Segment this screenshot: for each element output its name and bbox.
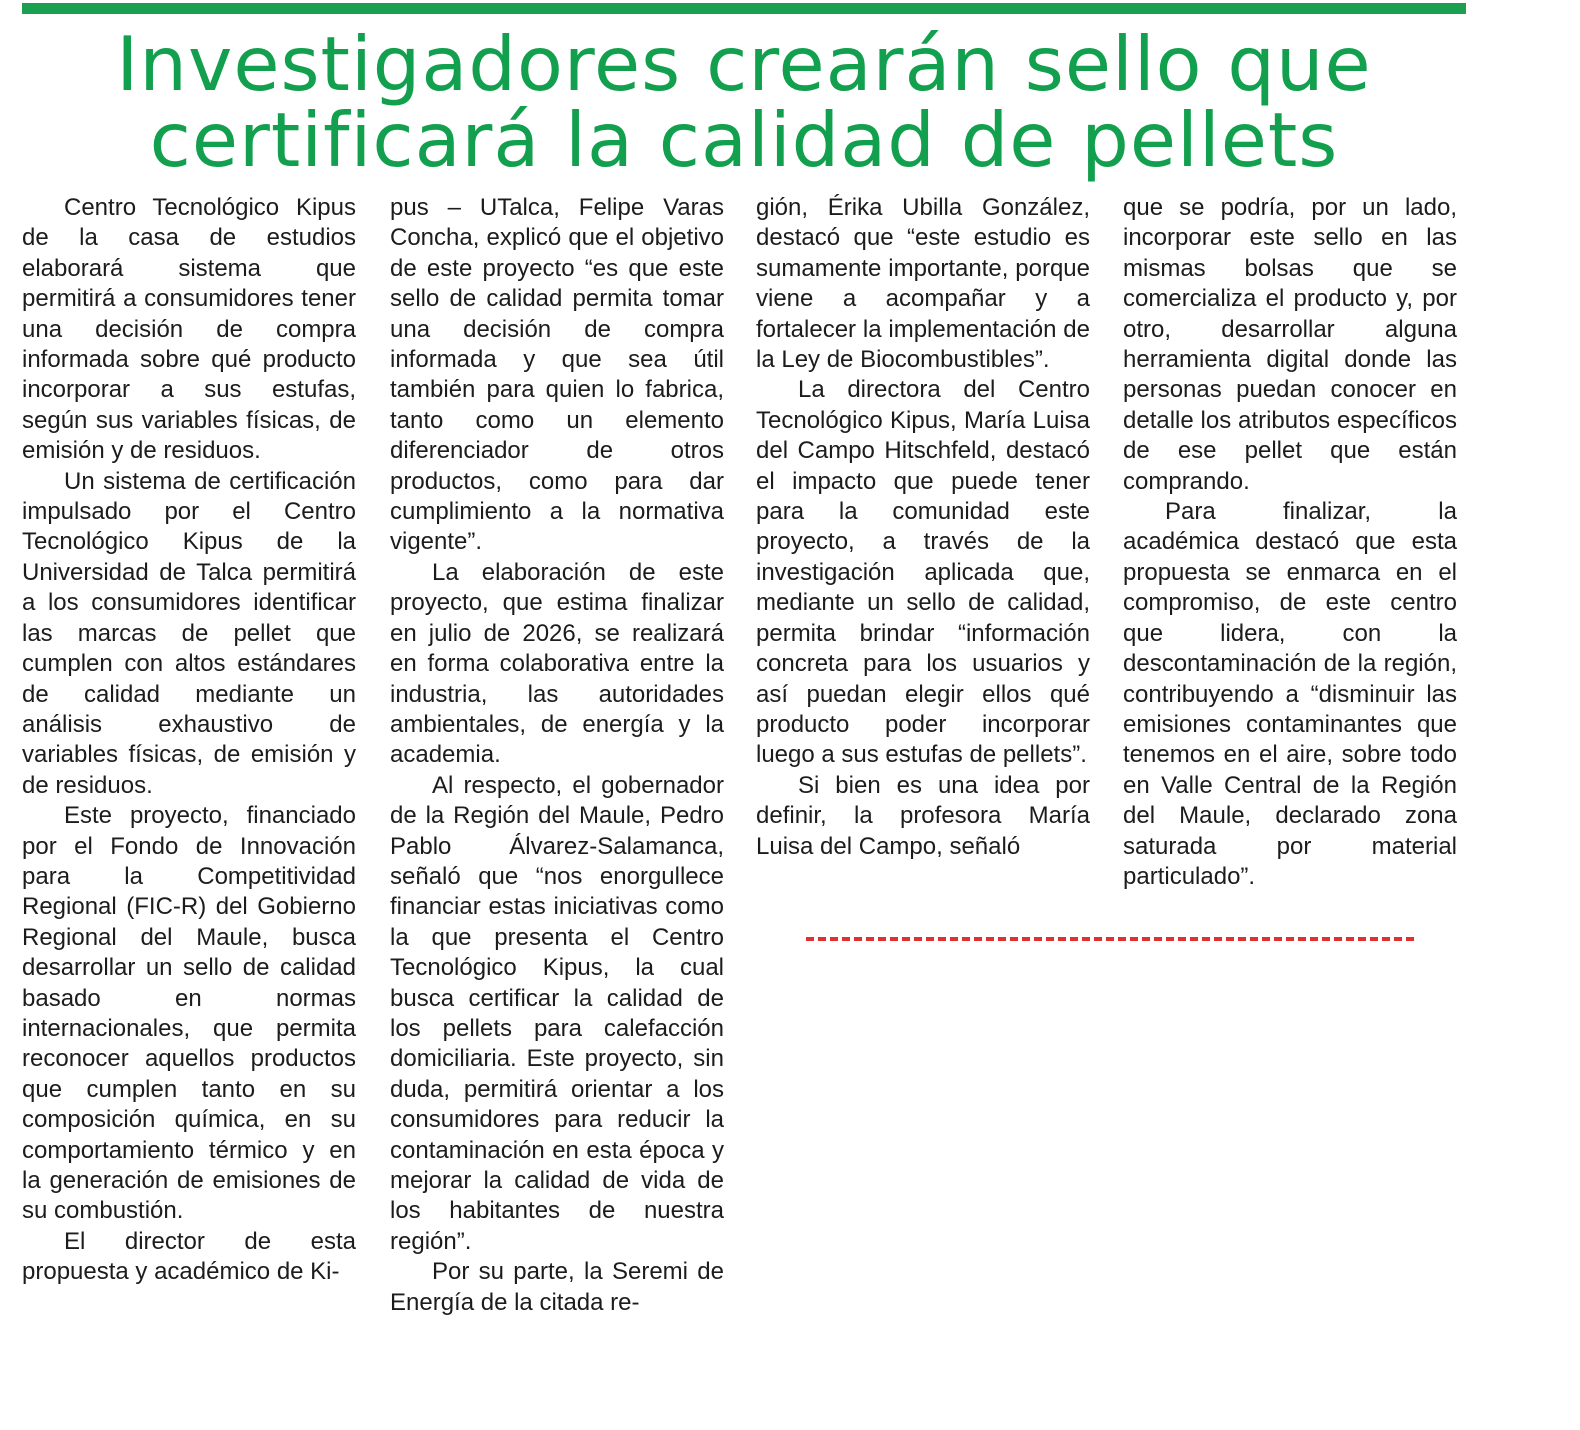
top-green-rule bbox=[22, 3, 1466, 14]
paragraph: pus – UTalca, Felipe Varas Concha, explicó que el objetivo de este proyecto “es que este sello de calidad permita tomar una decisión de compra informada y que sea útil también para quien lo fabrica, tanto como un elemento diferenciador de otros productos, como para dar cumplimiento a la normativa vigente”. bbox=[390, 194, 724, 556]
headline-line-1: Investigadores crearán sello que bbox=[116, 20, 1372, 108]
article-column-1 bbox=[22, 193, 356, 1288]
end-divider bbox=[806, 937, 1414, 941]
paragraph: que se podría, por un lado, incorporar este sello en las mismas bolsas que se comercializa el producto y, por otro, desarrollar alguna herramienta digital donde las personas puedan conocer en detalle los atributos específicos de ese pellet que están comprando. bbox=[1123, 194, 1457, 495]
headline-line-2: certificará la calidad de pellets bbox=[149, 96, 1339, 184]
paragraph: Centro Tecnológico Kipus de la casa de estudios elaborará sistema que permitirá a consumidores tener una decisión de compra informada sobre qué producto incorporar a sus estufas, según sus variables físicas, de emisión y de residuos. bbox=[22, 194, 356, 465]
paragraph: Un sistema de certificación impulsado por el Centro Tecnológico Kipus de la Universidad de Talca permitirá a los consumidores identificar las marcas de pellet que cumplen con altos estándares de calidad mediante un análisis exhaustivo de variables físicas, de emisión y de residuos. bbox=[22, 467, 356, 799]
article-column-3 bbox=[756, 193, 1090, 862]
paragraph: Por su parte, la Seremi de Energía de la citada re- bbox=[390, 1258, 724, 1316]
paragraph: Al respecto, el gobernador de la Región del Maule, Pedro Pablo Álvarez-Salamanca, señaló que “nos enorgullece financiar estas iniciativas como la que presenta el Centro Tecnológico Kipus, la cual busca certificar la calidad de los pellets para calefacción domiciliaria. Este proyecto, sin duda, permitirá orientar a los consumidores para reducir la contaminación en esta época y mejorar la calidad de vida de los habitantes de nuestra región”. bbox=[390, 771, 724, 1255]
paragraph: gión, Érika Ubilla González, destacó que “este estudio es sumamente importante, porque viene a acompañar y a fortalecer la implementación de la Ley de Biocombustibles”. bbox=[756, 194, 1090, 374]
article-column-4 bbox=[1123, 193, 1457, 892]
paragraph: La directora del Centro Tecnológico Kipus, María Luisa del Campo Hitschfeld, destacó el impacto que puede tener para la comunidad este proyecto, a través de la investigación aplicada que, mediante un sello de calidad, permita brindar “información concreta para los usuarios y así puedan elegir ellos qué producto poder incorporar luego a sus estufas de pellets”. bbox=[756, 376, 1090, 769]
paragraph: La elaboración de este proyecto, que estima finalizar en julio de 2026, se realizará en forma colaborativa entre la industria, las autoridades ambientales, de energía y la academia. bbox=[390, 558, 724, 769]
paragraph: Para finalizar, la académica destacó que esta propuesta se enmarca en el compromiso, de este centro que lidera, con la descontaminación de la región, contribuyendo a “disminuir las emisiones contaminantes que tenemos en el aire, sobre todo en Valle Central de la Región del Maule, declarado zona saturada por material particulado”. bbox=[1123, 498, 1457, 890]
paragraph: El director de esta propuesta y académico de Ki- bbox=[22, 1227, 356, 1286]
paragraph: Este proyecto, financiado por el Fondo de Innovación para la Competitividad Regional (FIC-R) del Gobierno Regional del Maule, busca desarrollar un sello de calidad basado en normas internacionales, que permita reconocer aquellos productos que cumplen tanto en su composición química, en su comportamiento térmico y en la generación de emisiones de su combustión. bbox=[22, 802, 356, 1225]
article-column-2 bbox=[390, 193, 724, 1318]
paragraph: Si bien es una idea por definir, la profesora María Luisa del Campo, señaló bbox=[756, 771, 1090, 860]
headline bbox=[30, 20, 1458, 184]
